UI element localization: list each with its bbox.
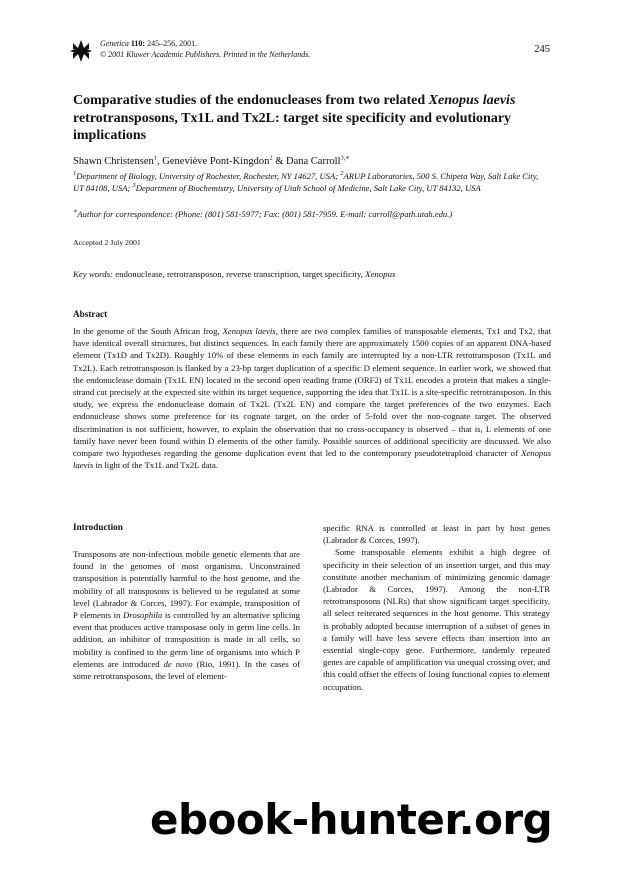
accepted-date: Accepted 2 July 2001: [73, 238, 141, 247]
author-affil-marker: 3,∗: [340, 154, 350, 162]
journal-name: Genetica: [100, 39, 129, 48]
affil-marker: 3: [132, 182, 136, 190]
author-name: Dana Carroll: [286, 156, 341, 167]
intro-text: is controlled by an alternative splicing event that produces active transposase only in germ line cells. In addition, an inhibitor of transposition is made in all cells, so mobility is confined to the germ line of organisms into which P elements are introduced: [73, 610, 300, 669]
author-separator: ,: [157, 156, 163, 167]
intro-column-right: [323, 522, 550, 693]
watermark: ebook-hunter.org: [150, 795, 553, 844]
affiliation: ARUP Laboratories, 500 S. Chipeta Way, Salt Lake City, UT 84108, USA;: [73, 171, 539, 193]
abstract-text: in light of the Tx1L and Tx2L data.: [93, 460, 219, 471]
affiliation: Department of Biology, University of Rochester, Rochester, NY 14627, USA;: [76, 171, 341, 181]
intro-paragraph: [73, 548, 300, 682]
abstract-text: In the genome of the South African frog,: [73, 326, 223, 336]
title-species: Xenopus laevis: [428, 93, 516, 108]
intro-italic: Drosophila: [122, 610, 163, 621]
author-separator: &: [272, 156, 286, 167]
intro-text: (Rio, 1991). In the cases of some retrotransposons, the level of element-: [73, 658, 300, 682]
affiliation: Department of Biochemistry, University of Utah School of Medicine, Salt Lake City, UT 84132, USA: [135, 183, 481, 193]
intro-italic: de novo: [163, 658, 193, 669]
intro-paragraph: specific RNA is controlled at least in part by host genes (Labrador & Corces, 1997).: [323, 523, 550, 546]
journal-header: [70, 38, 550, 68]
intro-paragraph: Some transposable elements exhibit a high degree of specificity in their selection of an insertion target, and this may constitute another mechanism of minimizing genomic damage (Labrador & Corces, 1997). Among the non-LTR retrotransposons (NLRs) that show significant target specificity, all select reiterated sequences in the host genome. This strategy is probably adopted because interruption of a subset of genes in a family will have less severe effects than insertion into an essential single-copy gene. Furthermore, tandemly repeated genes are capable of amplification via unequal crossing over, and this could offset the effects of losing functional copies to element occupation.: [323, 547, 550, 692]
affiliations: [73, 170, 551, 194]
keywords: [73, 269, 553, 279]
keyword-xenopus: Xenopus: [365, 269, 396, 279]
author-name: Geneviève Pont-Kingdon: [162, 156, 270, 167]
abstract-species: Xenopus laevis: [73, 448, 551, 471]
article-title: [73, 92, 553, 145]
intro-text: Transposons are non-infectious mobile genetic elements that are found in the genomes of most organisms. Unconstrained transposition is potentially harmful to the host genome, and the mobility of all transposons is believed to be regulated at some level (Labrador & Corces, 1997). For example, transposition of P elements in: [73, 549, 300, 621]
intro-column-left: [73, 548, 300, 682]
page-number: 245: [534, 44, 550, 55]
correspondence-note: [73, 209, 551, 219]
abstract-body: [73, 325, 551, 471]
journal-citation: [100, 38, 310, 60]
correspondence-text: Author for correspondence: (Phone: (801) 581-5977; Fax: (801) 581-7959. E-mail: carroll@path.utah.edu.): [77, 209, 453, 219]
journal-copyright: © 2001 Kluwer Academic Publishers. Printed in the Netherlands.: [100, 50, 311, 59]
author-affil-marker: 2: [269, 154, 273, 162]
author-affil-marker: 1: [153, 154, 158, 162]
title-text-2: retrotransposons, Tx1L and Tx2L: target site specificity and evolutionary implications: [73, 110, 512, 143]
keywords-list: endonuclease, retrotransposon, reverse transcription, target specificity,: [113, 269, 366, 279]
introduction-heading: Introduction: [73, 522, 123, 532]
corr-marker: ∗: [73, 208, 78, 216]
keywords-label: Key words:: [73, 269, 113, 279]
author-name: Shawn Christensen: [73, 156, 154, 167]
title-text-1: Comparative studies of the endonucleases from two related: [73, 93, 429, 108]
abstract-heading: Abstract: [73, 309, 108, 319]
affil-marker: 2: [340, 170, 344, 178]
abstract-species: Xenopus laevis: [222, 326, 276, 336]
abstract-text: , there are two complex families of transposable elements, Tx1 and Tx2, that have identical overall structures, but distinct sequences. In each family there are approximately 1500 copies of an apparent DNA-based element (Tx1D and Tx2D). Roughly 10% of these elements in each family are interrupted by a non-LTR retrotransposon (Tx1L and Tx2L). Each retrotransposon is flanked by a 23-bp target duplication of a specific D element sequence. In earlier work, we showed that the endonuclease domain (Tx1L EN) located in the second open reading frame (ORF2) of Tx1L encodes a protein that makes a single-strand cut precisely at the expected site within its target sequence, supporting the idea that Tx1L is a site-specific retrotransposon. In this study, we express the endonuclease domain of Tx2L (Tx2L EN) and compare the target preferences of the two enzymes. Each endonuclease shows some preference for its cognate target, on the order of 5-fold over the non-cognate target. The observed discrimination is not sufficient, however, to explain the observation that no cross-occupancy is observed – that is, L elements of one family have never been found within D elements of the other family. Possible sources of additional specificity are discussed. We also compare two hypotheses regarding the genome duplication event that led to the contemporary pseudotetraploid character of: [73, 326, 551, 459]
journal-pages: 245–256, 2001.: [147, 39, 198, 48]
publisher-logo-icon: [70, 40, 92, 62]
author-list: [73, 156, 553, 167]
affil-marker: 1: [73, 170, 77, 178]
journal-volume: 110:: [130, 39, 146, 48]
